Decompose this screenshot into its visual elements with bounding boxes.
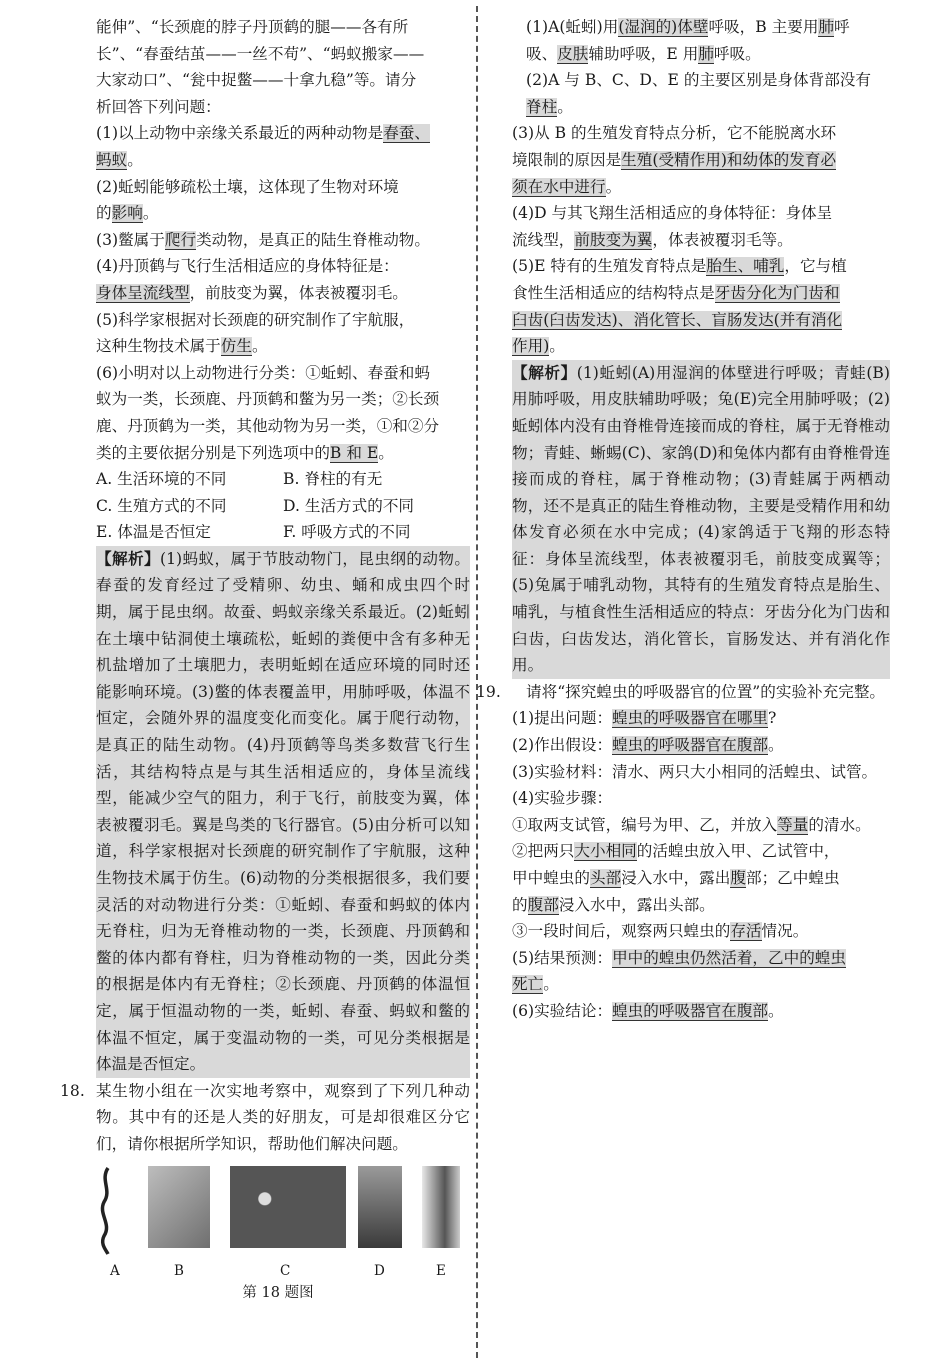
answer-18-2: (2)A 与 B、C、D、E 的主要区别是身体背部没有 — [526, 71, 871, 90]
substep-3: ③一段时间后，观察两只蝗虫的存活情况。 — [512, 922, 809, 941]
figure-caption: 第 18 题图 — [242, 1284, 314, 1301]
substep-1: ①取两支试管，编号为甲、乙，并放入等量的清水。 — [512, 815, 871, 834]
question-2: (2)蚯蚓能够疏松土壤，这体现了生物对环境 — [96, 177, 399, 196]
intro-line: 大家动口”、“瓮中捉鳖——十拿九稳”等。请分 — [96, 71, 417, 90]
left-column: 能伸”、“长颈鹿的脖子丹顶鹤的腿——各有所 长”、“春蚕结茧——一丝不苟”、“蚂蚁搬家—— 大家动口”、“瓮中捉鳖——十拿九稳”等。请分 析回答下列问题： (1)以上动物中亲缘关系最近的两种动物是春蚕、 蚂蚁。 (2)蚯蚓能够疏松土壤，这体现了生物对环境 的影响。 (3)鳖属于爬行类动物，是真正的陆生脊椎动物。 (4)丹顶鹤与飞行生活相适应的身体特征是： 身体呈流线型，前肢变为翼，体表被覆羽毛。 (5)科学家根据对长颈鹿的研究制作了宇航服， 这种生物技术属于仿生。 (6)小明对以上动物进行分类：①蚯蚓、春蚕和蚂 蚁为一类，长颈鹿、丹顶鹤和鳖为另一类；②长颈 鹿、丹顶鹤为一类，其他动物为另一类，①和②分 类的主要依据分别是下列选项中的B 和 E。 A. 生活环境的不同 B. 脊柱的有无 C. 生殖方式的不同 D. 生活方式的不同 E. 体温是否恒定 F. 呼吸方式的不同 【解析】(1)蚂蚁，属于节肢动物门，昆虫纲的动物。春蚕的发育经过了受精卵、幼虫、蛹和成虫四个时期，属于昆虫纲。故蚕、蚂蚁亲缘关系最近。(2)蚯蚓在土壤中钻洞使土壤疏松，蚯蚓的粪便中含有多种无机盐增加了土壤肥力，表明蚯蚓在适应环境的同时还能影响环境。(3)鳖的体表覆盖甲，用肺呼吸，体温不恒定，会随外界的温度变化而变化。属于爬行动物，是真正的陆生动物。(4)丹顶鹤等鸟类多数营飞行生活，其结构特点是与其生活相适应的，身体呈流线型，能减少空气的阻力，利于飞行，前肢变为翼，体表被覆羽毛。翼是鸟类的飞行器官。(5)由分析可以知道，科学家根据对长颈鹿的研究制作了宇航服，这种生物技术属于仿生。(6)动物的分类根据很多，我们要灵活的对动物进行分类：①蚯蚓、春蚕和蚂蚁的体内无脊柱，归为无脊椎动物的一类，长颈鹿、丹顶鹤和鳖的体内都有脊柱，归为脊椎动物的一类，因此分类的根据是体内有无脊柱；②长颈鹿、丹顶鹤的体温恒定，属于恒温动物的一类，蚯蚓、春蚕、蚂蚁和鳖的体温不恒定，属于变温动物的一类，可见分类根据是体温是否恒定。 18. 某生物小组在一次实地考察中，观察到了下列几种动物。其中有的还是人类的好朋友，可是却很难区分它们，请你根据所学知识，帮助他们解决问题。 A B C D E 第 18 题图 — [96, 14, 470, 1292]
pigeon-image — [358, 1166, 402, 1248]
question-5: (5)科学家根据对长颈鹿的研究制作了宇航服， — [96, 310, 415, 329]
step-1: (1)提出问题：蝗虫的呼吸器官在哪里? — [512, 709, 777, 728]
answer-2: 影响 — [111, 204, 143, 223]
fig-label: C — [280, 1262, 291, 1279]
answer-18-3: (3)从 B 的生殖发育特点分析，它不能脱离水环 — [512, 124, 837, 143]
substep-2: ②把两只大小相同的活蝗虫放入甲、乙试管中， — [512, 842, 840, 861]
worm-image — [96, 1166, 116, 1258]
analysis-17: 【解析】(1)蚂蚁，属于节肢动物门，昆虫纲的动物。春蚕的发育经过了受精卵、幼虫、蛹和成虫四个时期，属于昆虫纲。故蚕、蚂蚁亲缘关系最近。(2)蚯蚓在土壤中钻洞使土壤疏松，蚯蚓的粪便中含有多种无机盐增加了土壤肥力，表明蚯蚓在适应环境的同时还能影响环境。(3)鳖的体表覆盖甲，用肺呼吸，体温不恒定，会随外界的温度变化而变化。属于爬行动物，是真正的陆生动物。(4)丹顶鹤等鸟类多数营飞行生活，其结构特点是与其生活相适应的，身体呈流线型，能减少空气的阻力，利于飞行，前肢变为翼，体表被覆羽毛。翼是鸟类的飞行器官。(5)由分析可以知道，科学家根据对长颈鹿的研究制作了宇航服，这种生物技术属于仿生。(6)动物的分类根据很多，我们要灵活的对动物进行分类：①蚯蚓、春蚕和蚂蚁的体内无脊柱，归为无脊椎动物的一类，长颈鹿、丹顶鹤和鳖的体内都有脊柱，归为脊椎动物的一类，因此分类的根据是体内有无脊柱；②长颈鹿、丹顶鹤的体温恒定，属于恒温动物的一类，蚯蚓、春蚕、蚂蚁和鳖的体温不恒定，属于变温动物的一类，可见分类根据是体温是否恒定。 — [96, 546, 470, 1078]
option-row: C. 生殖方式的不同 D. 生活方式的不同 — [96, 496, 415, 515]
analysis-18: 【解析】(1)蚯蚓(A)用湿润的体壁进行呼吸；青蛙(B)用肺呼吸，用皮肤辅助呼吸；兔(E)完全用肺呼吸；(2)蚯蚓体内没有由脊椎骨连接而成的脊柱，属于无脊椎动物；青蛙、蜥蜴(C)、家鸽(D)和兔体内都有由脊椎骨连接而成的脊柱，属于脊椎动物；(3)青蛙属于两栖动物，还不是真正的陆生脊椎动物，主要是受精作用和幼体发育必须在水中完成；(4)家鸽适于飞翔的形态特征：身体呈流线型，体表被覆羽毛，前肢变成翼等；(5)兔属于哺乳动物，其特有的生殖发育特点是胎生、哺乳，与植食性生活相适应的特点：牙齿分化为门齿和臼齿，臼齿发达，消化管长，盲肠发达、并有消化作用。 — [512, 360, 890, 679]
answer-1: 春蚕、 — [383, 124, 430, 143]
step-2: (2)作出假设：蝗虫的呼吸器官在腹部。 — [512, 736, 784, 755]
step-6: (6)实验结论：蝗虫的呼吸器官在腹部。 — [512, 1001, 784, 1020]
intro-line: 能伸”、“长颈鹿的脖子丹顶鹤的腿——各有所 — [96, 18, 409, 36]
lizard-image — [230, 1166, 346, 1248]
question-1: (1)以上动物中亲缘关系最近的两种动物是春蚕、 — [96, 124, 430, 143]
step-5: (5)结果预测：甲中的蝗虫仍然活着，乙中的蝗虫 — [512, 948, 846, 967]
answer-18-4: (4)D 与其飞翔生活相适应的身体特征：身体呈 — [512, 204, 833, 223]
fig-label: D — [374, 1262, 385, 1279]
answer-3: 爬行 — [164, 230, 197, 249]
answer-5: 仿生 — [220, 337, 252, 356]
step-4: (4)实验步骤： — [512, 789, 613, 808]
frog-image — [148, 1166, 210, 1248]
intro-line: 析回答下列问题： — [96, 97, 221, 116]
right-column: (1)A(蚯蚓)用(湿润的)体壁呼吸，B 主要用肺呼 吸、皮肤辅助呼吸，E 用肺呼吸。 (2)A 与 B、C、D、E 的主要区别是身体背部没有 脊柱。 (3)从 B 的生殖发育特点分析，它不能脱离水环 境限制的原因是生殖(受精作用)和幼体的发育必 须在水中进行。 (4)D 与其飞翔生活相适应的身体特征：身体呈 流线型，前肢变为翼，体表被覆羽毛等。 (5)E 特有的生殖发育特点是胎生、哺乳，它与植 食性生活相适应的结构特点是牙齿分化为门齿和 臼齿(臼齿发达)、消化管长、盲肠发达(并有消化 作用)。 【解析】(1)蚯蚓(A)用湿润的体壁进行呼吸；青蛙(B)用肺呼吸，用皮肤辅助呼吸；兔(E)完全用肺呼吸；(2)蚯蚓体内没有由脊椎骨连接而成的脊柱，属于无脊椎动物；青蛙、蜥蜴(C)、家鸽(D)和兔体内都有由脊椎骨连接而成的脊柱，属于脊椎动物；(3)青蛙属于两栖动物，还不是真正的陆生脊椎动物，主要是受精作用和幼体发育必须在水中完成；(4)家鸽适于飞翔的形态特征：身体呈流线型，体表被覆羽毛，前肢变成翼等；(5)兔属于哺乳动物，其特有的生殖发育特点是胎生、哺乳，与植食性生活相适应的特点：牙齿分化为门齿和臼齿，臼齿发达，消化管长，盲肠发达、并有消化作用。 19. 请将“探究蝗虫的呼吸器官的位置”的实验补充完整。 (1)提出问题：蝗虫的呼吸器官在哪里? (2)作出假设：蝗虫的呼吸器官在腹部。 (3)实验材料：清水、两只大小相同的活蝗虫、试管。 (4)实验步骤： ①取两支试管，编号为甲、乙，并放入等量的清水。 ②把两只大小相同的活蝗虫放入甲、乙试管中， 甲中蝗虫的头部浸入水中，露出腹部；乙中蝗虫 的腹部浸入水中，露出头部。 ③一段时间后，观察两只蝗虫的存活情况。 (5)结果预测：甲中的蝗虫仍然活着，乙中的蝗虫 死亡。 (6)实验结论：蝗虫的呼吸器官在腹部。 — [512, 14, 890, 1025]
answer-1b: 蚂蚁 — [96, 150, 128, 169]
question-4: (4)丹顶鹤与飞行生活相适应的身体特征是： — [96, 257, 399, 276]
option-row: E. 体温是否恒定 F. 呼吸方式的不同 — [96, 523, 411, 542]
question-6: (6)小明对以上动物进行分类：①蚯蚓、春蚕和蚂 — [96, 363, 430, 382]
fig-label: E — [436, 1262, 446, 1279]
figure-18 — [96, 1164, 470, 1301]
fig-label: A — [110, 1262, 120, 1279]
answer-18-5: (5)E 特有的生殖发育特点是胎生、哺乳，它与植 — [512, 257, 847, 276]
rabbit-image — [422, 1166, 460, 1248]
question-19: 19. 请将“探究蝗虫的呼吸器官的位置”的实验补充完整。 — [476, 682, 886, 701]
question-18: 18. 某生物小组在一次实地考察中，观察到了下列几种动物。其中有的还是人类的好朋友，可是却很难区分它们，请你根据所学知识，帮助他们解决问题。 — [60, 1081, 470, 1153]
question-3: (3)鳖属于爬行类动物，是真正的陆生脊椎动物。 — [96, 230, 430, 249]
step-3: (3)实验材料：清水、两只大小相同的活蝗虫、试管。 — [512, 762, 878, 781]
option-row: A. 生活环境的不同 B. 脊柱的有无 — [96, 470, 383, 489]
answer-4: 身体呈流线型 — [96, 283, 190, 302]
answer-18-1: (1)A(蚯蚓)用(湿润的)体壁呼吸，B 主要用肺呼 — [526, 18, 850, 36]
answer-6: B 和 E — [329, 443, 379, 462]
fig-label: B — [174, 1262, 184, 1279]
intro-line: 长”、“春蚕结茧——一丝不苟”、“蚂蚁搬家—— — [96, 44, 425, 63]
